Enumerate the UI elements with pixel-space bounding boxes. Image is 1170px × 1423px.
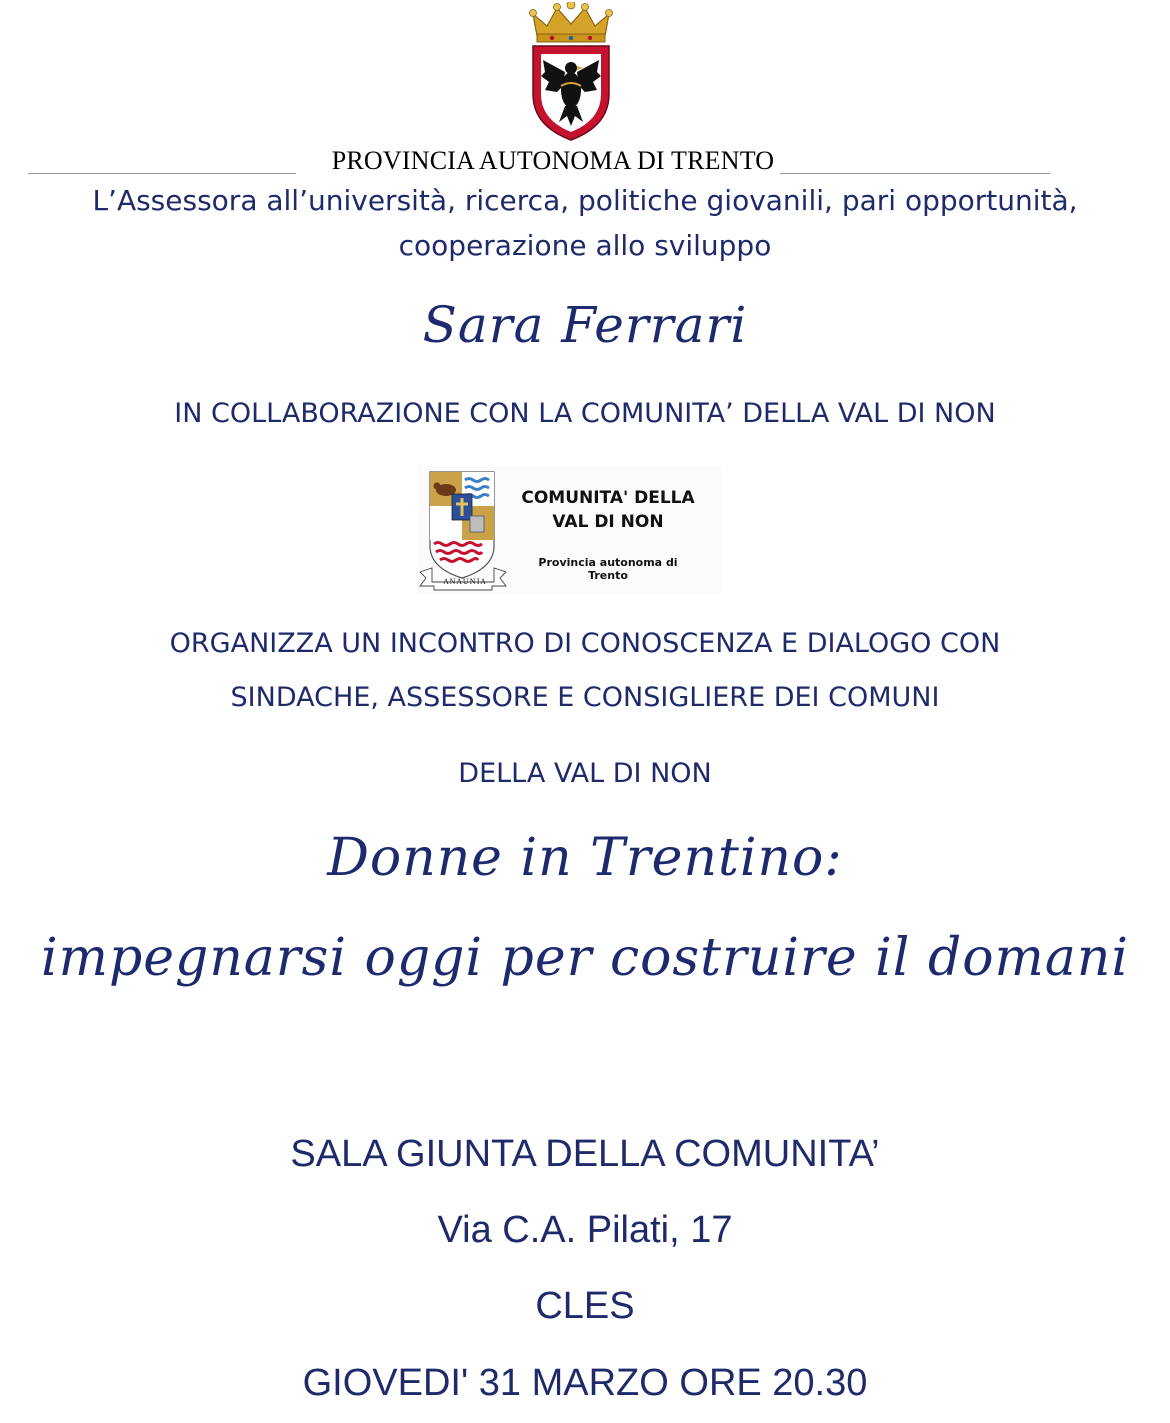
header-rule (28, 146, 1050, 176)
collaboration-text: IN COLLABORAZIONE CON LA COMUNITA’ DELLA VAL DI NON (174, 398, 996, 429)
venue-name: SALA GIUNTA DELLA COMUNITA’ (290, 1133, 880, 1175)
community-name-line-2: VAL DI NON (552, 512, 664, 532)
community-subtitle: Provincia autonoma di Trento (538, 556, 678, 582)
event-title-line-1: Donne in Trentino: (327, 828, 843, 888)
assessora-role-line-2: cooperazione allo sviluppo (398, 229, 772, 262)
trento-eagle-crest-icon (527, 2, 615, 142)
community-name-line-1: COMUNITA' DELLA (521, 488, 695, 508)
community-name (518, 486, 698, 534)
comunita-val-di-non-coat-of-arms-icon (418, 466, 518, 594)
organizer-line-2: SINDACHE, ASSESSORE E CONSIGLIERE DEI COMUNI (230, 682, 940, 713)
organizer-line-3: DELLA VAL DI NON (458, 758, 712, 789)
anaunia-motto: ANAUNIA (443, 578, 487, 586)
comunita-val-di-non-logo (418, 466, 722, 594)
organizer-line-1: ORGANIZZA UN INCONTRO DI CONOSCENZA E DIALOGO CON (169, 628, 1001, 659)
assessora-role-line-1: L’Assessora all’università, ricerca, politiche giovanili, pari opportunità, (92, 184, 1078, 217)
province-title: PROVINCIA AUTONOMA DI TRENTO (331, 146, 775, 175)
assessora-name: Sara Ferrari (422, 296, 748, 354)
header-rule-right (780, 173, 1050, 174)
event-title-line-2: impegnarsi oggi per costruire il domani (41, 928, 1129, 988)
venue-address: Via C.A. Pilati, 17 (437, 1209, 733, 1251)
event-date: GIOVEDI' 31 MARZO ORE 20.30 (302, 1362, 868, 1404)
crown-icon (530, 2, 613, 42)
venue-city: CLES (535, 1285, 635, 1327)
